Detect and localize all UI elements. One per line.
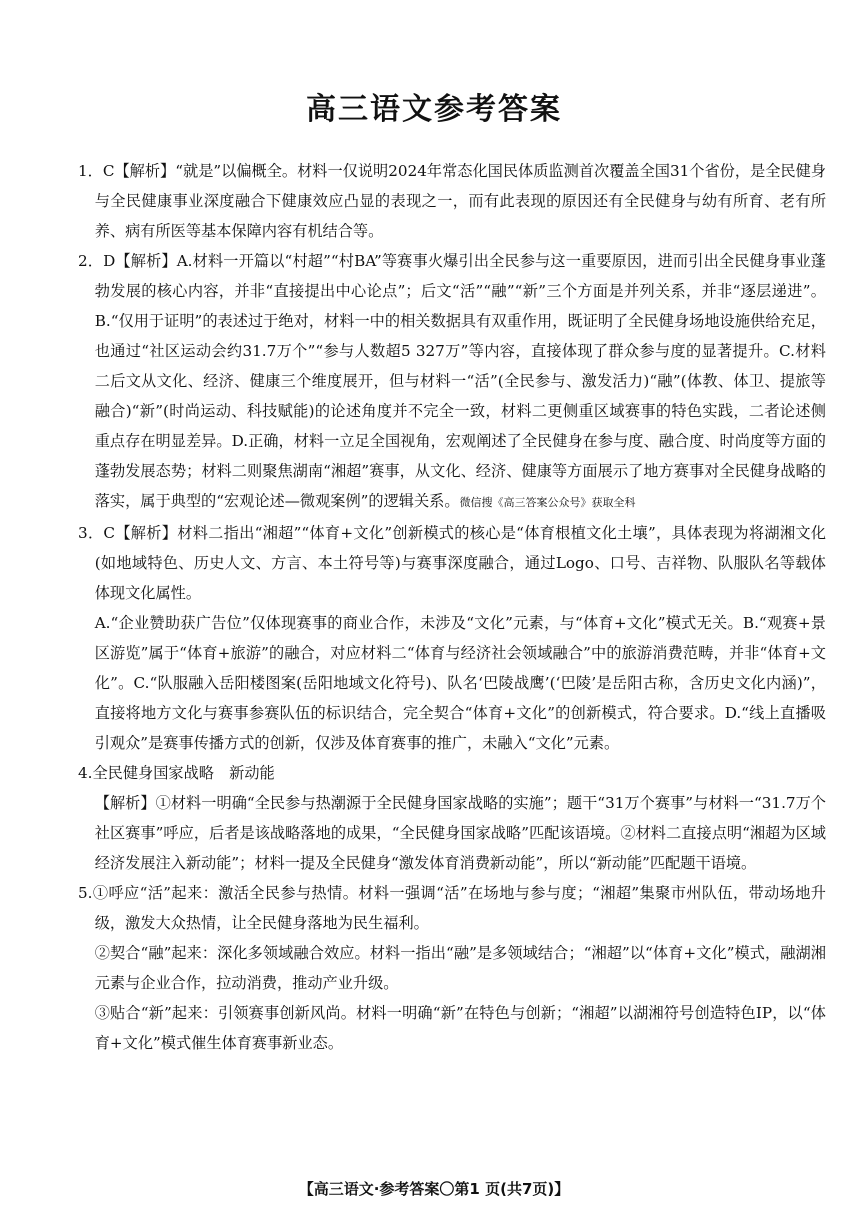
answer-5: 5.①呼应“活”起来：激活全民参与热情。材料一强调“活”在场地与参与度；“湘超”集聚市州队伍，带动场地升级，激发大众热情，让全民健身落地为民生福利。: [78, 884, 826, 932]
answer-5-point-3: ③贴合“新”起来：引领赛事创新风尚。材料一明确“新”在特色与创新；“湘超”以湖湘符号创造特色IP，以“体育+文化”模式催生体育赛事新业态。: [94, 1004, 826, 1052]
answer-2: [78, 246, 826, 518]
answer-4: 4.全民健身国家战略 新动能: [78, 764, 275, 782]
answer-4-analysis: 【解析】①材料一明确“全民参与热潮源于全民健身国家战略的实施”；题干“31万个赛事”与材料一“31.7万个社区赛事”呼应，后者是该战略落地的成果，“全民健身国家战略”匹配该语境。②材料二直接点明“湘超为区域经济发展注入新动能”；材料一提及全民健身“激发体育消费新动能”，所以“新动能”匹配题干语境。: [94, 794, 826, 872]
answer-5-point-2: ②契合“融”起来：深化多领域融合效应。材料一指出“融”是多领域结合；“湘超”以“体育+文化”模式，融湖湘元素与企业合作，拉动消费，推动产业升级。: [94, 944, 826, 992]
answer-3-options: A.“企业赞助获广告位”仅体现赛事的商业合作，未涉及“文化”元素，与“体育+文化”模式无关。B.“观赛+景区游览”属于“体育+旅游”的融合，对应材料二“体育与经济社会领域融合”中的旅游消费范畴，并非“体育+文化”。C.“队服融入岳阳楼图案(岳阳地域文化符号)、队名‘巴陵战鹰’(‘巴陵’是岳阳古称，含历史文化内涵)”，直接将地方文化与赛事参赛队伍的标识结合，完全契合“体育+文化”的创新模式，符合要求。D.“线上直播吸引观众”是赛事传播方式的创新，仅涉及体育赛事的推广，未融入“文化”元素。: [94, 614, 826, 752]
page-title: 高三语文参考答案: [306, 92, 562, 127]
page-footer: 【高三语文·参考答案〇第1 页(共7页)】: [298, 1180, 570, 1198]
answer-3: 3．C【解析】材料二指出“湘超”“体育+文化”创新模式的核心是“体育根植文化土壤”，具体表现为将湖湘文化(如地域特色、历史人文、方言、本土符号等)与赛事深度融合，通过Logo、口号、吉祥物、队服队名等载体体现文化属性。: [78, 524, 826, 602]
answer-2-text: 2．D【解析】A.材料一开篇以“村超”“村BA”等赛事火爆引出全民参与这一重要原因，进而引出全民健身事业蓬勃发展的核心内容，并非“直接提出中心论点”；后文“活”“融”“新”三个方面是并列关系，并非“逐层递进”。B.“仅用于证明”的表述过于绝对，材料一中的相关数据具有双重作用，既证明了全民健身场地设施供给充足，也通过“社区运动会约31.7万个”“参与人数超5 327万”等内容，直接体现了群众参与度的显著提升。C.材料二后文从文化、经济、健康三个维度展开，但与材料一“活”(全民参与、激发活力)“融”(体教、体卫、提旅等融合)“新”(时尚运动、科技赋能)的论述角度并不完全一致，材料二更侧重区域赛事的特色实践，二者论述侧重点存在明显差异。D.正确，材料一立足全国视角，宏观阐述了全民健身在参与度、融合度、时尚度等方面的蓬勃发展态势；材料二则聚焦湖南“湘超”赛事，从文化、经济、健康等方面展示了地方赛事对全民健身战略的落实，属于典型的“宏观论述—微观案例”的逻辑关系。: [78, 252, 826, 510]
answer-1: 1．C【解析】“就是”以偏概全。材料一仅说明2024年常态化国民体质监测首次覆盖全国31个省份，是全民健身与全民健康事业深度融合下健康效应凸显的表现之一，而有此表现的原因还有全民健身与幼有所育、老有所养、病有所医等基本保障内容有机结合等。: [78, 162, 826, 240]
answer-body: [78, 156, 826, 1058]
answer-2-note: 微信搜《高三答案公众号》获取全科: [459, 496, 636, 509]
